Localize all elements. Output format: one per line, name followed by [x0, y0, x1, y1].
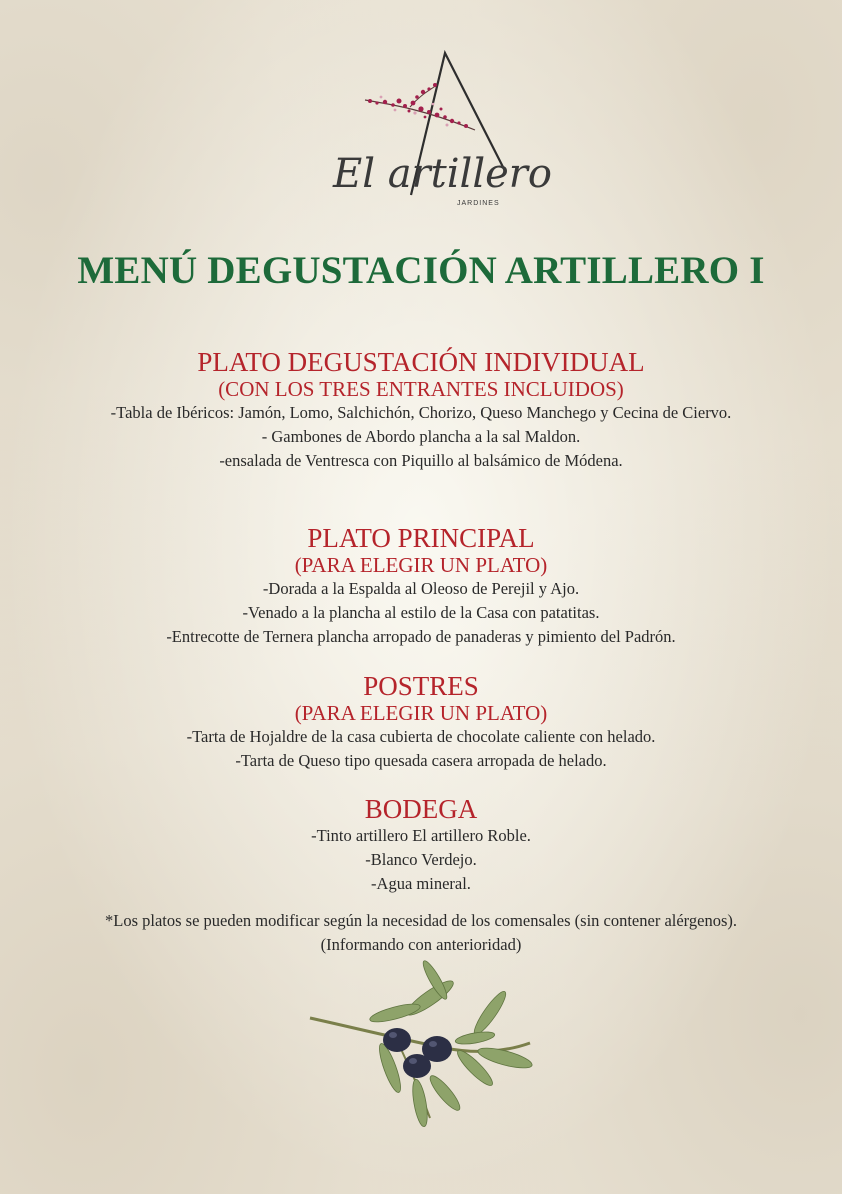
logo-text: El artillero [333, 151, 553, 197]
logo-subtext: JARDINES [457, 200, 500, 207]
note-line: *Los platos se pueden modificar según la necesidad de los comensales (sin contener alérgenos). [105, 911, 737, 930]
section-heading: POSTRES [363, 671, 479, 701]
menu-item: -ensalada de Ventresca con Piquillo al balsámico de Módena. [219, 451, 623, 470]
note-line: (Informando con anterioridad) [320, 935, 522, 954]
menu-item: - Gambones de Abordo plancha a la sal Maldon. [261, 427, 581, 446]
menu-item: -Tarta de Queso tipo quesada casera arropada de helado. [235, 751, 607, 770]
section-subheading: (PARA ELEGIR UN PLATO) [294, 701, 548, 725]
olive-branch-icon [305, 968, 535, 1133]
section-heading: PLATO PRINCIPAL [307, 523, 535, 553]
section-plato-principal [0, 523, 842, 649]
section-bodega [0, 794, 842, 896]
menu-item: -Tabla de Ibéricos: Jamón, Lomo, Salchichón, Chorizo, Queso Manchego y Cecina de Ciervo. [110, 403, 732, 422]
menu-item: -Entrecotte de Ternera plancha arropado de panaderas y pimiento del Padrón. [166, 627, 676, 646]
section-heading: PLATO DEGUSTACIÓN INDIVIDUAL [197, 347, 645, 377]
section-subheading: (PARA ELEGIR UN PLATO) [294, 553, 548, 577]
menu-item: -Dorada a la Espalda al Oleoso de Perejil y Ajo. [262, 579, 580, 598]
menu-title: MENÚ DEGUSTACIÓN ARTILLERO I [77, 249, 765, 292]
menu-item: -Venado a la plancha al estilo de la Casa con patatitas. [242, 603, 600, 622]
menu-item: -Blanco Verdejo. [365, 850, 477, 869]
menu-item: -Tarta de Hojaldre de la casa cubierta de chocolate caliente con helado. [186, 727, 656, 746]
allergen-note [0, 909, 842, 957]
section-subheading: (CON LOS TRES ENTRANTES INCLUIDOS) [218, 377, 624, 401]
menu-item: -Tinto artillero El artillero Roble. [311, 826, 531, 845]
el-artillero-logo [325, 45, 553, 215]
section-postres [0, 671, 842, 773]
section-plato-degustacion [0, 347, 842, 473]
menu-item: -Agua mineral. [371, 874, 471, 893]
section-heading: BODEGA [364, 794, 478, 824]
